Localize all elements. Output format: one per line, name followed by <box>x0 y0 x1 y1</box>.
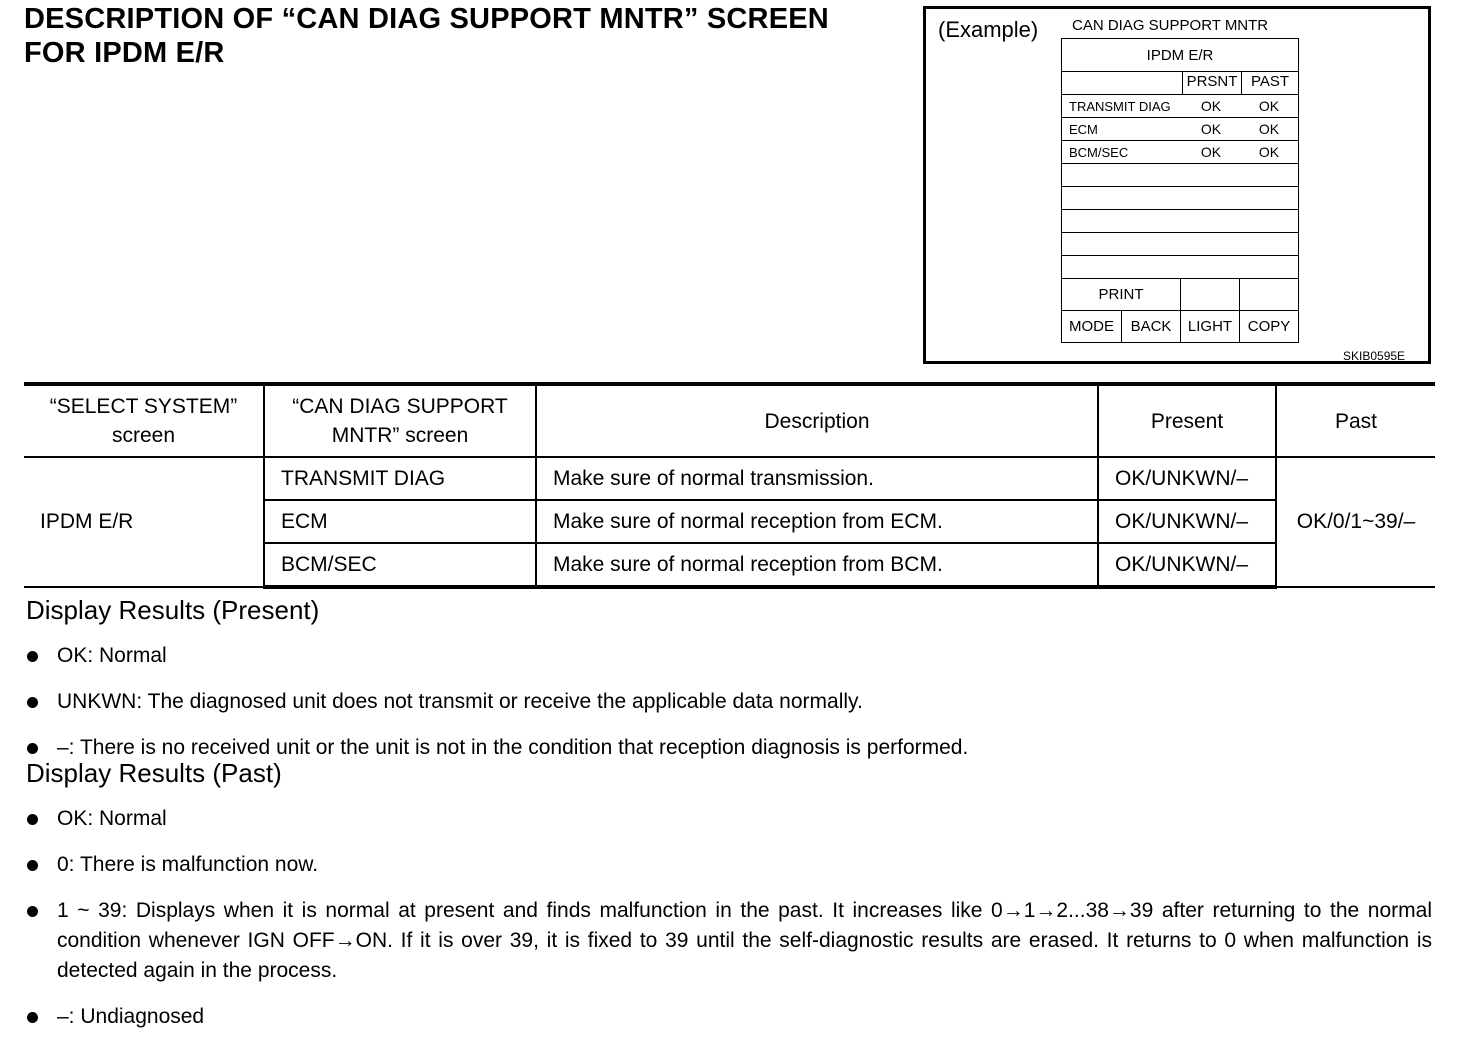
example-row-present: OK <box>1200 98 1222 114</box>
example-blank-row <box>1061 187 1299 210</box>
example-row-item: BCM/SEC <box>1069 144 1129 160</box>
example-screen <box>1061 38 1299 343</box>
page-title <box>24 2 829 70</box>
cell-past: OK/0/1~39/– <box>1276 457 1435 587</box>
cell-description: Make sure of normal transmission. <box>536 457 1098 500</box>
header-present: Present <box>1098 384 1276 457</box>
cell-present: OK/UNKWN/– <box>1098 500 1276 543</box>
example-row-past: OK <box>1258 98 1280 114</box>
example-back-button[interactable]: BACK <box>1122 311 1181 342</box>
table-row <box>24 457 1435 500</box>
example-unit-name: IPDM E/R <box>1061 38 1299 72</box>
example-print-row <box>1061 279 1299 311</box>
example-label: (Example) <box>938 17 1039 42</box>
page-title-line1: DESCRIPTION OF “CAN DIAG SUPPORT MNTR” SCREEN <box>24 3 829 35</box>
example-row <box>1061 95 1299 118</box>
example-row-past: OK <box>1258 121 1280 137</box>
header-can-diag: “CAN DIAG SUPPORT MNTR” screen <box>264 384 536 457</box>
example-mode-button[interactable]: MODE <box>1062 311 1122 342</box>
example-blank-row <box>1061 210 1299 233</box>
example-header-row <box>1061 72 1299 95</box>
example-col-present: PRSNT <box>1183 72 1242 94</box>
example-row-past: OK <box>1258 144 1280 160</box>
example-screen-title: CAN DIAG SUPPORT MNTR <box>1072 17 1269 34</box>
cell-system: IPDM E/R <box>24 457 264 587</box>
example-blank-row <box>1061 233 1299 256</box>
example-row-item: TRANSMIT DIAG <box>1069 98 1171 114</box>
example-row-present: OK <box>1200 121 1222 137</box>
cell-item: ECM <box>264 500 536 543</box>
past-results-title: Display Results (Past) <box>26 758 282 788</box>
example-row <box>1061 118 1299 141</box>
example-row-item: ECM <box>1069 121 1098 137</box>
example-row <box>1061 141 1299 164</box>
list-item: UNKWN: The diagnosed unit does not transmit or receive the applicable data normally. <box>24 687 1432 717</box>
cell-item: BCM/SEC <box>264 543 536 587</box>
list-item: –: There is no received unit or the unit is not in the condition that reception diagnosis is performed. <box>24 733 1432 763</box>
figure-code: SKIB0595E <box>1343 349 1406 363</box>
example-blank-row <box>1061 164 1299 187</box>
example-light-button[interactable]: LIGHT <box>1181 311 1240 342</box>
past-results-list <box>24 804 1432 1048</box>
example-empty-button <box>1240 279 1298 310</box>
example-blank-row <box>1061 256 1299 279</box>
cell-description: Make sure of normal reception from BCM. <box>536 543 1098 587</box>
header-description: Description <box>536 384 1098 457</box>
example-nav-row <box>1061 311 1299 343</box>
list-item: OK: Normal <box>24 804 1432 834</box>
example-header-blank <box>1062 72 1183 94</box>
can-diag-table <box>24 382 1435 589</box>
cell-present: OK/UNKWN/– <box>1098 543 1276 587</box>
example-col-past: PAST <box>1250 73 1290 90</box>
cell-present: OK/UNKWN/– <box>1098 457 1276 500</box>
list-item: OK: Normal <box>24 641 1432 671</box>
page-title-line2: FOR IPDM E/R <box>24 37 225 69</box>
list-item: 1 ~ 39: Displays when it is normal at present and finds malfunction in the past. It increases like 0→1→2...38→39 after returning to the normal condition whenever IGN OFF→ON. If it is over 39, it is fixed to 39 until the self-diagnostic results are erased. It returns to 0 when malfunction is detected again in the process. <box>24 896 1432 986</box>
example-screen-figure <box>923 6 1431 364</box>
example-row-present: OK <box>1200 144 1222 160</box>
example-copy-button[interactable]: COPY <box>1247 318 1291 335</box>
example-empty-button <box>1181 279 1240 310</box>
present-results-title: Display Results (Present) <box>26 595 320 625</box>
cell-item: TRANSMIT DIAG <box>264 457 536 500</box>
header-select-system: “SELECT SYSTEM” screen <box>24 384 264 457</box>
list-item: 0: There is malfunction now. <box>24 850 1432 880</box>
table-header-row <box>24 384 1435 457</box>
cell-description: Make sure of normal reception from ECM. <box>536 500 1098 543</box>
example-print-button[interactable]: PRINT <box>1062 279 1181 310</box>
header-past: Past <box>1276 384 1435 457</box>
list-item: –: Undiagnosed <box>24 1002 1432 1032</box>
